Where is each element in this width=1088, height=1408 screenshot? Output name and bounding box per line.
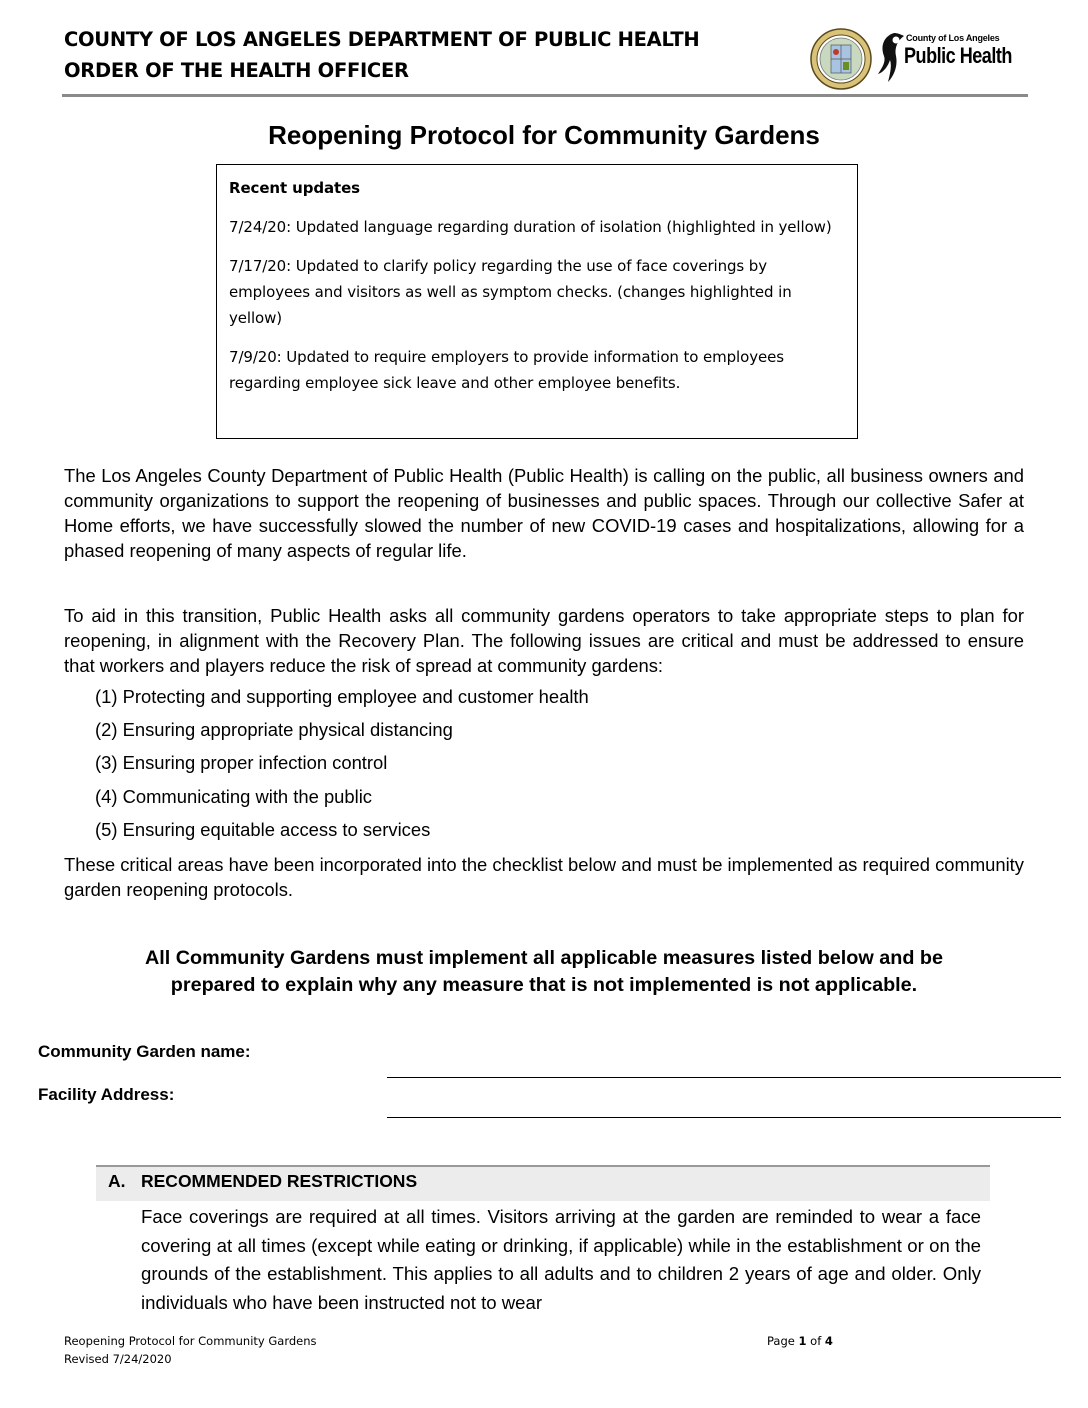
intro-paragraph-1: The Los Angeles County Department of Public Health (Public Health) is calling on the public, all business owners and community organizations to support the reopening of businesses and public spaces. Through our collective Safer at Home efforts, we have successfully slowed the number of new COVID-19 cases and hospitalizations, allowing for a phased reopening of many aspects of regular life. <box>64 465 1024 561</box>
section-a-letter: A. <box>108 1171 126 1191</box>
garden-name-field[interactable] <box>387 1077 1061 1078</box>
callout-line: prepared to explain why any measure that is not implemented is not applicable. <box>170 974 918 996</box>
document-title: Reopening Protocol for Community Gardens <box>268 120 820 150</box>
garden-name-label: Community Garden name: <box>38 1042 251 1061</box>
header-divider <box>62 94 1028 97</box>
footer-doc-title: Reopening Protocol for Community Gardens <box>64 1334 317 1348</box>
logo-county-text: County of Los Angeles <box>906 33 1000 43</box>
footer-revised: Revised 7/24/2020 <box>64 1352 172 1366</box>
recent-updates-heading: Recent updates <box>229 179 361 197</box>
implementation-callout <box>40 945 1048 999</box>
logo-public-health-text: Public Health <box>904 43 1012 68</box>
page-word: Page <box>767 1334 795 1348</box>
update-item: 7/24/20: Updated language regarding duration of isolation (highlighted in yellow) <box>229 218 832 236</box>
header-order-line: ORDER OF THE HEALTH OFFICER <box>64 59 409 82</box>
public-health-figure-icon <box>876 30 906 84</box>
section-a-title: RECOMMENDED RESTRICTIONS <box>141 1171 418 1191</box>
update-item: 7/9/20: Updated to require employers to provide information to employees regarding employee sick leave and other employee benefits. <box>229 348 784 392</box>
intro-paragraph-2: To aid in this transition, Public Health asks all community gardens operators to take appropriate steps to plan for reopening, in alignment with the Recovery Plan. The following issues are critical and must be addressed to ensure that workers and players reduce the risk of spread at community gardens: <box>64 605 1024 676</box>
callout-line: All Community Gardens must implement all applicable measures listed below and be <box>144 947 944 969</box>
intro-paragraph-3: These critical areas have been incorporated into the checklist below and must be implemented as required community garden reopening protocols. <box>64 854 1024 900</box>
facility-address-field[interactable] <box>387 1117 1061 1118</box>
public-health-logo <box>876 30 1026 84</box>
critical-issue-item: (1) Protecting and supporting employee and customer health <box>95 686 589 707</box>
update-item: 7/17/20: Updated to clarify policy regarding the use of face coverings by employees and visitors as well as symptom checks. (changes highlighted in yellow) <box>229 257 792 327</box>
page-total: 4 <box>824 1334 833 1348</box>
facility-address-label: Facility Address: <box>38 1085 175 1104</box>
of-word: of <box>810 1334 822 1348</box>
recent-updates-box <box>216 164 858 439</box>
critical-issue-item: (2) Ensuring appropriate physical distancing <box>95 719 453 740</box>
header-agency-line: COUNTY OF LOS ANGELES DEPARTMENT OF PUBLIC HEALTH <box>64 28 700 51</box>
footer-page-number <box>767 1334 833 1348</box>
critical-issue-item: (5) Ensuring equitable access to services <box>95 819 431 840</box>
page-current: 1 <box>798 1334 807 1348</box>
critical-issue-item: (3) Ensuring proper infection control <box>95 752 388 773</box>
county-seal-logo <box>810 28 872 90</box>
critical-issue-item: (4) Communicating with the public <box>95 786 372 807</box>
section-a-text: Face coverings are required at all times. Visitors arriving at the garden are reminded to wear a face covering at all times (except while eating or drinking, if applicable) while in the establishment or on the grounds of the establishment. This applies to all adults and to children 2 years of age and older. Only individuals who have been instructed not to wear <box>141 1206 981 1313</box>
